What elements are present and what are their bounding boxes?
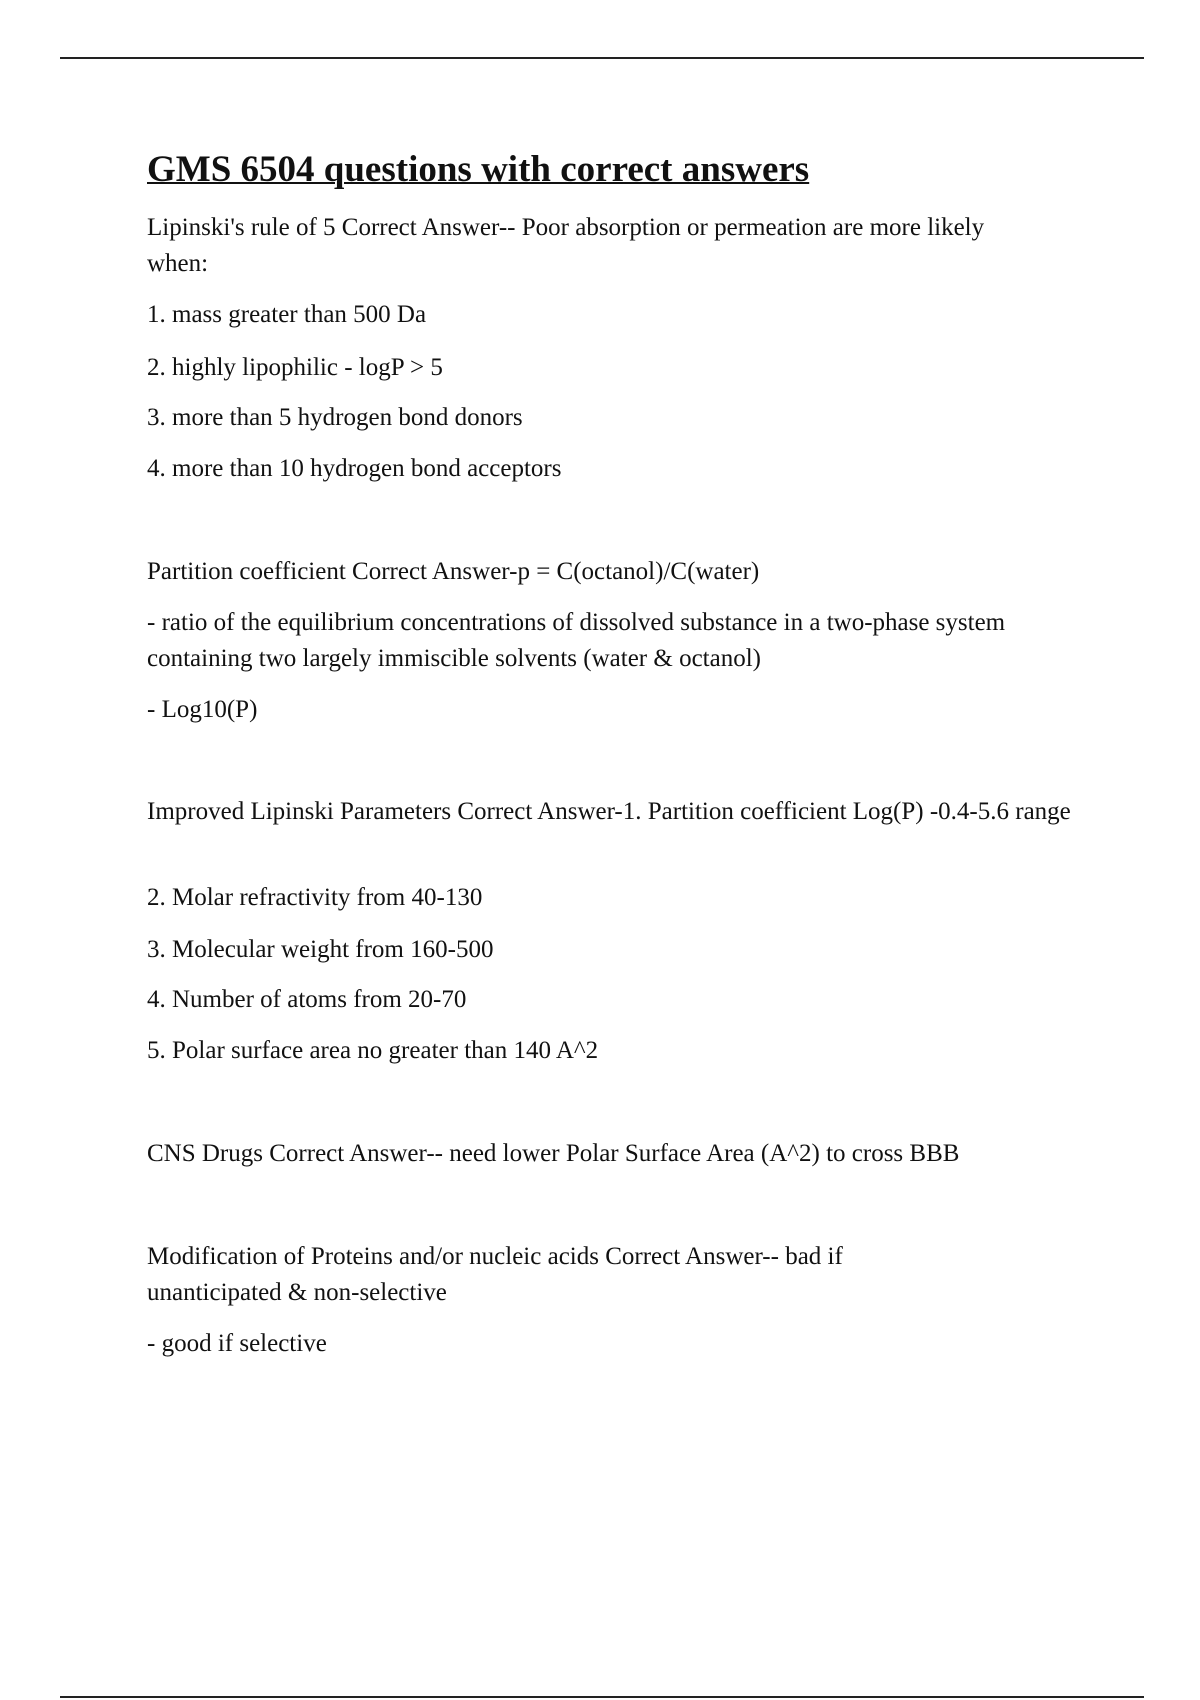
list-item: 3. more than 5 hydrogen bond donors (147, 404, 523, 431)
question-lipinski: Lipinski's rule of 5 Correct Answer-- Poor absorption or permeation are more likely when: (147, 214, 985, 277)
list-item: 1. mass greater than 500 Da (147, 301, 427, 328)
list-item: 3. Molecular weight from 160-500 (147, 936, 494, 963)
answer-line: - ratio of the equilibrium concentrations of dissolved substance in a two-phase system containing two largely immiscible solvents (water & octanol) (147, 609, 1006, 672)
footer-rule (60, 1696, 1144, 1698)
page-title: GMS 6504 questions with correct answers (147, 149, 810, 190)
answer-line: - good if selective (147, 1330, 327, 1357)
list-item: 2. highly lipophilic - logP > 5 (147, 354, 443, 381)
list-item: 5. Polar surface area no greater than 140 A^2 (147, 1037, 599, 1064)
list-item: 4. Number of atoms from 20-70 (147, 986, 467, 1013)
header-rule (60, 57, 1144, 59)
question-modification-proteins: Modification of Proteins and/or nucleic acids Correct Answer-- bad if unanticipated & non-selective (147, 1243, 843, 1306)
list-item: 2. Molar refractivity from 40-130 (147, 884, 483, 911)
question-improved-lipinski: Improved Lipinski Parameters Correct Answer-1. Partition coefficient Log(P) -0.4-5.6 range (147, 798, 1071, 825)
question-cns-drugs: CNS Drugs Correct Answer-- need lower Polar Surface Area (A^2) to cross BBB (147, 1140, 960, 1167)
list-item: 4. more than 10 hydrogen bond acceptors (147, 455, 562, 482)
question-partition-coefficient: Partition coefficient Correct Answer-p = C(octanol)/C(water) (147, 558, 760, 585)
answer-line: - Log10(P) (147, 696, 258, 723)
